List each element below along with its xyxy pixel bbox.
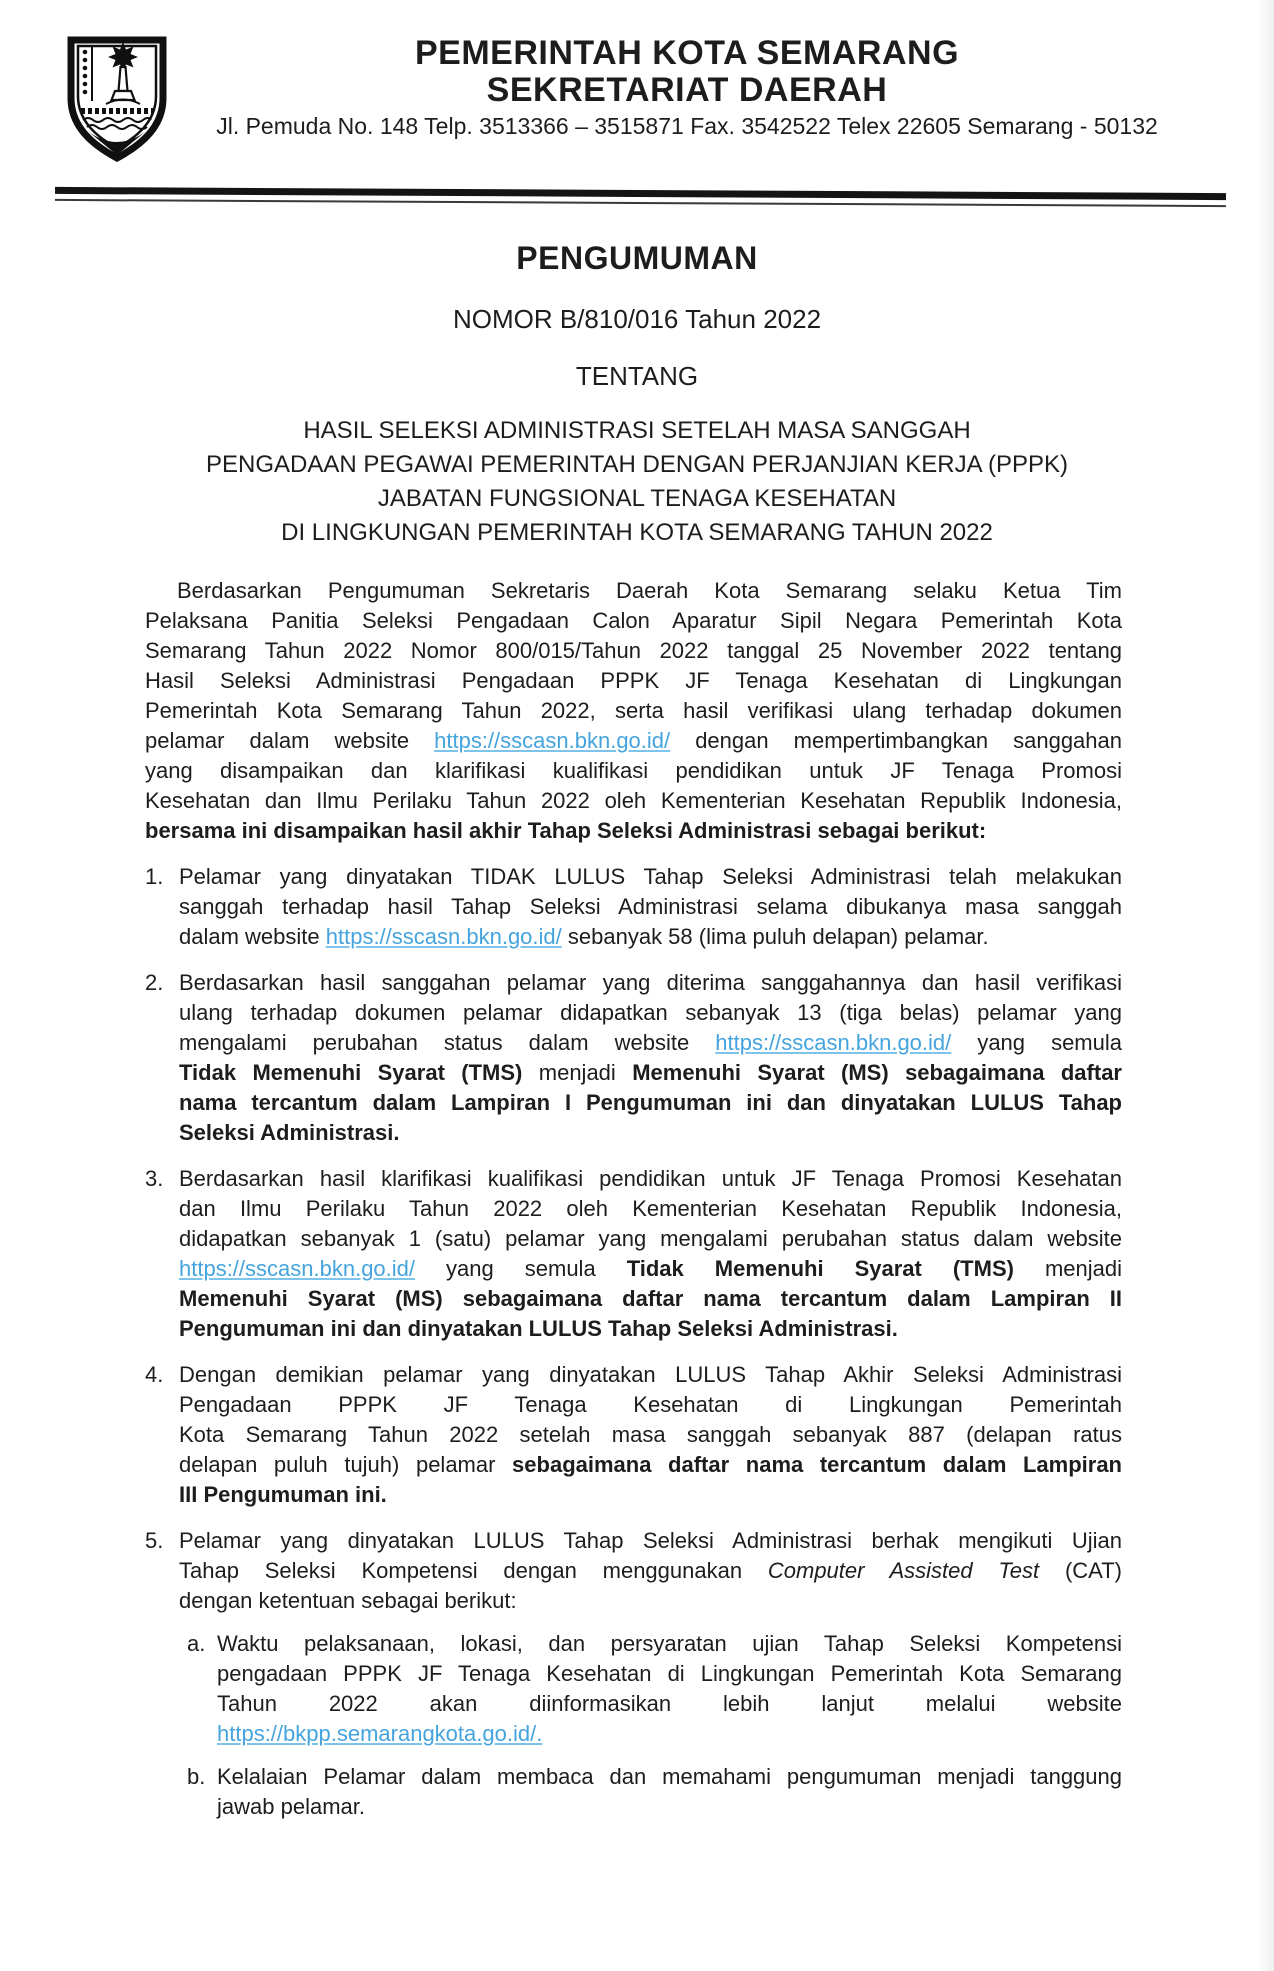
text-line — [179, 1480, 1122, 1510]
document-subject — [150, 414, 1124, 550]
text-line — [179, 998, 1122, 1028]
text-span: menjadi — [522, 1060, 633, 1085]
about-label: TENTANG — [575, 361, 699, 391]
text-line — [179, 1254, 1122, 1284]
text-span: Pelamar yang dinyatakan TIDAK LULUS Tahap Seleksi Administrasi telah melakukan — [179, 864, 1122, 889]
text-span: Pelaksana Panitia Seleksi Pengadaan Calon Aparatur Sipil Negara Pemerintah Kota — [145, 608, 1122, 633]
list-item-3 — [145, 1164, 1122, 1344]
address-line: Jl. Pemuda No. 148 Telp. 3513366 – 3515871 Fax. 3542522 Telex 22605 Semarang - 50132 — [216, 113, 1158, 139]
hyperlink[interactable]: https://sscasn.bkn.go.id/ — [434, 728, 671, 753]
text-line — [217, 1792, 1122, 1822]
bold-text: III Pengumuman ini. — [179, 1482, 387, 1507]
text-span: Pengadaan PPPK JF Tenaga Kesehatan di Lingkungan Pemerintah — [179, 1392, 1122, 1417]
text-span: jawab pelamar. — [217, 1794, 365, 1819]
text-span: Waktu pelaksanaan, lokasi, dan persyaratan ujian Tahap Seleksi Kompetensi — [217, 1631, 1122, 1656]
divider-thick-rule — [55, 187, 1226, 200]
text-line — [217, 1689, 1122, 1719]
sub-item-a — [187, 1629, 1122, 1749]
text-line — [179, 892, 1122, 922]
intro-paragraph — [145, 576, 1122, 846]
text-span: Hasil Seleksi Administrasi Pengadaan PPPK JF Tenaga Kesehatan di Lingkungan — [145, 668, 1122, 693]
text-span: pengadaan PPPK JF Tenaga Kesehatan di Lingkungan Pemerintah Kota Semarang — [217, 1661, 1122, 1686]
text-line — [179, 1284, 1122, 1314]
text-line — [217, 1629, 1122, 1659]
hyperlink[interactable]: https://sscasn.bkn.go.id/ — [325, 924, 562, 949]
text-line — [217, 1762, 1122, 1792]
list-item-4 — [145, 1360, 1122, 1510]
bold-text: Seleksi Administrasi. — [179, 1120, 400, 1145]
text-span: yang semula — [951, 1030, 1122, 1055]
text-line — [179, 1224, 1122, 1254]
subject-line: JABATAN FUNGSIONAL TENAGA KESEHATAN — [377, 485, 897, 512]
hyperlink[interactable]: https://bkpp.semarangkota.go.id/. — [217, 1721, 543, 1746]
subject-line: PENGADAAN PEGAWAI PEMERINTAH DENGAN PERJANJIAN KERJA (PPPK) — [206, 451, 1068, 478]
hyperlink[interactable]: https://sscasn.bkn.go.id/ — [179, 1256, 416, 1281]
list-item-2 — [145, 968, 1122, 1148]
text-span: ulang terhadap dokumen pelamar didapatkan sebanyak 13 (tiga belas) pelamar yang — [179, 1000, 1122, 1025]
text-span: Kelalaian Pelamar dalam membaca dan memahami pengumuman menjadi tanggung — [217, 1764, 1122, 1789]
item-number: 1. — [145, 864, 164, 889]
text-line — [145, 606, 1122, 636]
text-line — [179, 1164, 1122, 1194]
scan-edge-shadow — [1258, 0, 1274, 1971]
text-line — [179, 968, 1122, 998]
document-number: NOMOR B/810/016 Tahun 2022 — [452, 304, 822, 334]
text-span: dan Ilmu Perilaku Tahun 2022 oleh Kementerian Kesehatan Republik Indonesia, — [179, 1196, 1122, 1221]
text-line — [145, 576, 1122, 606]
bold-text: Memenuhi Syarat (MS) sebagaimana daftar — [632, 1060, 1122, 1085]
subject-line: DI LINGKUNGAN PEMERINTAH KOTA SEMARANG TAHUN 2022 — [281, 519, 993, 546]
text-span: mengalami perubahan status dalam website — [179, 1030, 716, 1055]
document-heading: PENGUMUMAN — [516, 240, 758, 276]
text-span: Berdasarkan hasil sanggahan pelamar yang diterima sanggahannya dan hasil verifikasi — [179, 970, 1122, 995]
item-text — [179, 1526, 1122, 1822]
sub-list — [187, 1629, 1122, 1822]
text-line — [145, 636, 1122, 666]
sub-item-text — [217, 1762, 1122, 1822]
divider-thin-rule — [55, 199, 1226, 207]
text-span: menjadi — [1013, 1256, 1123, 1281]
text-span: Kota Semarang Tahun 2022 setelah masa sanggah sebanyak 887 (delapan ratus — [179, 1422, 1122, 1447]
text-line — [145, 666, 1122, 696]
bold-text: Tidak Memenuhi Syarat (TMS) — [626, 1256, 1014, 1281]
text-line — [179, 1556, 1122, 1586]
letterhead — [55, 34, 1224, 160]
text-span: pelamar dalam website — [145, 728, 435, 753]
text-span: Berdasarkan hasil klarifikasi kualifikasi pendidikan untuk JF Tenaga Promosi Kesehatan — [179, 1166, 1122, 1191]
text-span: Semarang Tahun 2022 Nomor 800/015/Tahun 2022 tanggal 25 November 2022 tentang — [145, 638, 1122, 663]
text-span: dengan mempertimbangkan sanggahan — [670, 728, 1122, 753]
text-line — [145, 816, 1122, 846]
text-span: delapan puluh tujuh) pelamar — [179, 1452, 513, 1477]
text-span: Dengan demikian pelamar yang dinyatakan LULUS Tahap Akhir Seleksi Administrasi — [179, 1362, 1122, 1387]
unit-name: SEKRETARIAT DAERAH — [486, 71, 888, 109]
text-span: yang semula — [415, 1256, 627, 1281]
text-line — [179, 1314, 1122, 1344]
item-text — [179, 862, 1122, 952]
item-text — [179, 1164, 1122, 1344]
text-line — [179, 1390, 1122, 1420]
list-item-1 — [145, 862, 1122, 952]
item-number: 4. — [145, 1362, 164, 1387]
subject-line: HASIL SELEKSI ADMINISTRASI SETELAH MASA SANGGAH — [303, 417, 971, 444]
item-text-lines — [179, 1526, 1122, 1616]
text-line — [179, 1450, 1122, 1480]
text-span: dalam website — [179, 924, 326, 949]
text-line — [179, 1420, 1122, 1450]
text-line — [217, 1659, 1122, 1689]
text-line — [179, 922, 1122, 952]
text-span: (CAT) — [1039, 1558, 1122, 1583]
text-span: Tahun 2022 akan diinformasikan lebih lanjut melalui website — [217, 1691, 1122, 1716]
sub-item-letter: a. — [187, 1631, 206, 1656]
list-item-5 — [145, 1526, 1122, 1822]
bold-text: bersama ini disampaikan hasil akhir Tahap Seleksi Administrasi sebagai berikut: — [145, 818, 987, 843]
item-number: 3. — [145, 1166, 164, 1191]
text-span: sanggah terhadap hasil Tahap Seleksi Administrasi selama dibukanya masa sanggah — [179, 894, 1122, 919]
item-number: 2. — [145, 970, 164, 995]
text-line — [179, 1586, 1122, 1616]
text-span: yang disampaikan dan klarifikasi kualifikasi pendidikan untuk JF Tenaga Promosi — [145, 758, 1122, 783]
text-span: dengan ketentuan sebagai berikut: — [179, 1588, 517, 1613]
text-line — [145, 696, 1122, 726]
bold-text: Pengumuman ini dan dinyatakan LULUS Tahap Seleksi Administrasi. — [179, 1316, 898, 1341]
title-block — [150, 240, 1124, 550]
text-span: Pemerintah Kota Semarang Tahun 2022, serta hasil verifikasi ulang terhadap dokumen — [145, 698, 1122, 723]
text-line — [179, 1118, 1122, 1148]
text-line — [179, 1194, 1122, 1224]
text-line — [179, 1058, 1122, 1088]
text-line — [179, 1028, 1122, 1058]
text-span: Kesehatan dan Ilmu Perilaku Tahun 2022 oleh Kementerian Kesehatan Republik Indonesia, — [145, 788, 1122, 813]
document-body — [145, 576, 1122, 1822]
sub-item-letter: b. — [187, 1764, 206, 1789]
semarang-city-emblem-icon — [61, 34, 173, 164]
item-text — [179, 968, 1122, 1148]
text-span: Pelamar yang dinyatakan LULUS Tahap Seleksi Administrasi berhak mengikuti Ujian — [179, 1528, 1122, 1553]
bold-text: sebagaimana daftar nama tercantum dalam Lampiran — [512, 1452, 1122, 1477]
text-span: Tahap Seleksi Kompetensi dengan menggunakan — [179, 1558, 768, 1583]
text-line — [145, 756, 1122, 786]
bold-text: nama tercantum dalam Lampiran I Pengumuman ini dan dinyatakan LULUS Tahap — [179, 1090, 1122, 1115]
text-line — [179, 862, 1122, 892]
text-line — [145, 726, 1122, 756]
item-number: 5. — [145, 1528, 164, 1553]
italic-text: Computer Assisted Test — [767, 1558, 1040, 1583]
text-line — [145, 786, 1122, 816]
text-span: Berdasarkan Pengumuman Sekretaris Daerah Kota Semarang selaku Ketua Tim — [177, 578, 1122, 603]
header-divider — [55, 187, 1226, 207]
item-text — [179, 1360, 1122, 1510]
bold-text: Memenuhi Syarat (MS) sebagaimana daftar nama tercantum dalam Lampiran II — [179, 1286, 1122, 1311]
sub-item-text — [217, 1629, 1122, 1749]
text-line — [179, 1526, 1122, 1556]
org-name: PEMERINTAH KOTA SEMARANG — [414, 34, 960, 72]
bold-text: Tidak Memenuhi Syarat (TMS) — [179, 1060, 523, 1085]
hyperlink[interactable]: https://sscasn.bkn.go.id/ — [715, 1030, 952, 1055]
text-line — [179, 1088, 1122, 1118]
text-line — [217, 1719, 1122, 1749]
text-span: sebanyak 58 (lima puluh delapan) pelamar. — [561, 924, 989, 949]
text-span: didapatkan sebanyak 1 (satu) pelamar yang mengalami perubahan status dalam website — [179, 1226, 1122, 1251]
sub-item-b — [187, 1762, 1122, 1822]
text-line — [179, 1360, 1122, 1390]
